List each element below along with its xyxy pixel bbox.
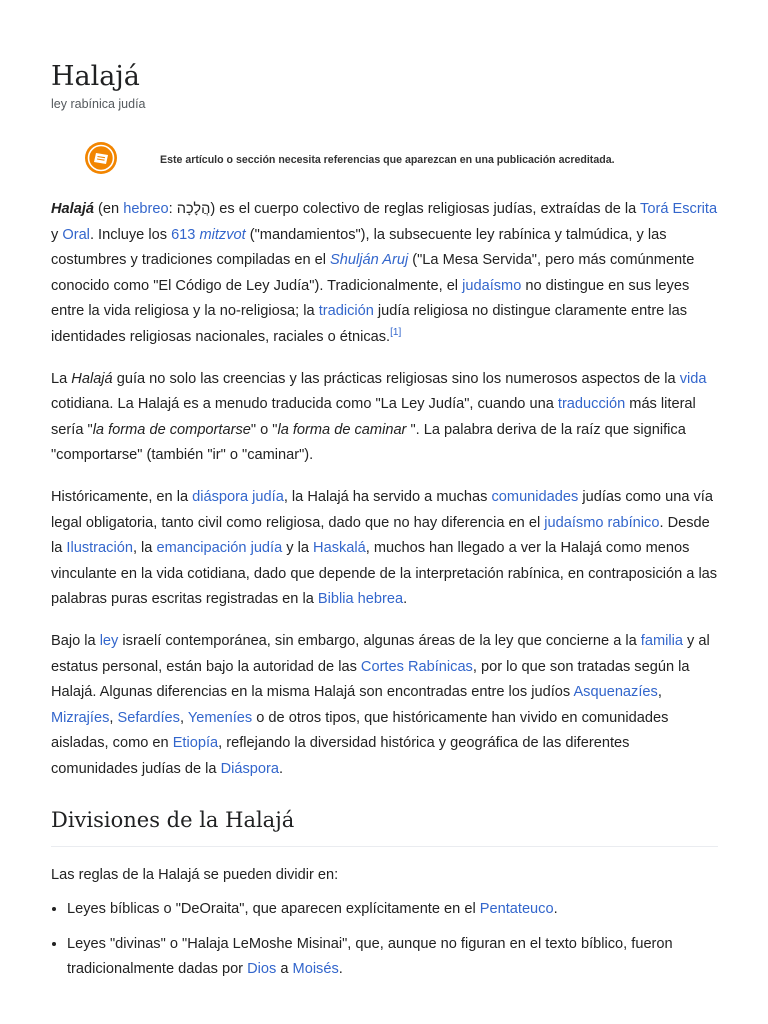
link-pentateuco[interactable]: Pentateuco [479, 901, 554, 918]
text: Leyes bíblicas o "DeOraita", que aparecen explícitamente en el [67, 901, 480, 918]
list-item [67, 897, 718, 923]
text: , muchos han llegado a ver la Halajá como menos vinculante en la vida cotidiana, dado que depende de la interpretación rabínica, en contraposición a las palabras puras escritas registradas en la [51, 540, 718, 608]
page-subtitle: ley rabínica judía [51, 97, 146, 111]
link-shuljan-aruj[interactable] [330, 252, 408, 268]
link-text: Shulján Aruj [330, 252, 409, 269]
text: , por lo que son tratadas según la Halajá. Algunas diferencias en la misma Halajá son encontradas entre los judíos [51, 658, 690, 701]
text: " o " [250, 421, 278, 438]
text: Bajo la [51, 632, 100, 649]
references-notice [51, 126, 718, 186]
link-vida[interactable]: vida [679, 370, 707, 387]
link-judaismo-rabinico[interactable]: judaísmo rabínico [544, 514, 660, 531]
text: , [109, 709, 118, 726]
text: . Desde la [51, 514, 710, 557]
citation-1[interactable]: [1] [390, 326, 402, 338]
link-etiopia[interactable]: Etiopía [172, 735, 219, 752]
text: , la [132, 540, 157, 557]
link-oral[interactable]: Oral [62, 226, 90, 243]
link-sefardies[interactable]: Sefardíes [117, 709, 180, 726]
link-comunidades[interactable]: comunidades [491, 488, 579, 505]
link-biblia-hebrea[interactable]: Biblia hebrea [317, 591, 404, 608]
text: a [276, 961, 293, 978]
text: guía no solo las creencias y las prácticas religiosas sino los numerosos aspectos de la [112, 370, 680, 387]
text: judías como una vía legal obligatoria, tanto civil como religiosa, dado que no hay diferencia en el [51, 488, 713, 531]
paragraph-2 [51, 367, 718, 469]
text: . [278, 760, 284, 777]
link-diaspora-judia[interactable]: diáspora judía [192, 488, 284, 505]
notice-text: Este artículo o sección necesita referencias que aparezcan en una publicación acreditada. [160, 154, 615, 166]
link-emancipacion-judia[interactable]: emancipación judía [156, 540, 283, 557]
text: (en [94, 201, 124, 217]
link-dios[interactable]: Dios [247, 961, 277, 978]
list-item [67, 932, 718, 983]
text: cotidiana. La Halajá es a menudo traducida como "La Ley Judía", cuando una [51, 396, 558, 413]
text: y la [282, 540, 314, 557]
text: la forma de caminar [277, 421, 411, 438]
text: la forma de comportarse [92, 421, 251, 438]
term-halaja: Halajá [51, 201, 94, 217]
text: no distingue en sus leyes entre la vida religiosa y la no-religiosa; la [51, 277, 690, 320]
link-asquenazies[interactable]: Asquenazíes [573, 684, 658, 701]
link-tora-escrita[interactable]: Torá Escrita [640, 201, 718, 217]
link-613-mitzvot[interactable] [171, 227, 246, 243]
link-cortes-rabinicas[interactable]: Cortes Rabínicas [360, 658, 473, 675]
text: más literal sería " [51, 396, 696, 438]
link-traduccion[interactable]: traducción [557, 396, 626, 413]
text: Leyes "divinas" o "Halaja LeMoshe Misinai", que, aunque no figuran en el texto bíblico, fueron tradicionalmente dadas por [67, 935, 673, 978]
text: o de otros tipos, que históricamente han vivido en comunidades aisladas, como en [51, 709, 669, 752]
text: . Incluye los [89, 226, 172, 243]
text: ". La palabra deriva de la raíz que significa "comportarse" (también "ir" o "caminar"). [51, 421, 686, 464]
text: y al estatus personal, están bajo la autoridad de las [51, 632, 710, 675]
page-title: Halajá [51, 61, 140, 92]
link-text: 613 [171, 226, 200, 243]
link-mizrajies[interactable]: Mizrajíes [51, 709, 110, 726]
text: : הֲלָכָה) es el cuerpo colectivo de reglas religiosas judías, extraídas de la [168, 201, 641, 217]
link-ley[interactable]: ley [99, 632, 119, 649]
paragraph-4 [51, 629, 718, 783]
text: . [553, 901, 558, 918]
text: , [657, 684, 662, 701]
text: ("mandamientos"), la subsecuente ley rabínica y talmúdica, y las costumbres y tradiciones compiladas en el [51, 226, 667, 269]
link-judaismo[interactable]: judaísmo [462, 277, 522, 294]
link-diaspora[interactable]: Diáspora [220, 760, 279, 777]
text: y [51, 226, 63, 243]
text: , reflejando la diversidad histórica y geográfica de las diferentes comunidades judías de la [51, 735, 630, 777]
text: . [403, 591, 408, 608]
link-hebreo[interactable]: hebreo [123, 201, 169, 217]
paragraph-1 [51, 197, 718, 351]
text: ("La Mesa Servida", pero más comúnmente conocido como "El Código de Ley Judía"). Tradicionalmente, el [51, 252, 695, 294]
text: Históricamente, en la [51, 488, 193, 505]
divisions-list [51, 897, 718, 983]
text: . [338, 961, 343, 978]
section-heading: Divisiones de la Halajá [51, 806, 718, 847]
link-ilustracion[interactable]: Ilustración [66, 540, 133, 557]
text: Halajá [71, 370, 113, 387]
text: La [51, 370, 72, 387]
text: israelí contemporánea, sin embargo, algunas áreas de la ley que concierne a la [118, 632, 641, 649]
link-haskala[interactable]: Haskalá [313, 540, 366, 557]
notebook-icon [84, 141, 118, 175]
section-intro: Las reglas de la Halajá se pueden dividir en: [51, 867, 339, 884]
link-text: mitzvot [199, 226, 246, 243]
text: , [179, 709, 188, 726]
text: , la Halajá ha servido a muchas [283, 488, 492, 505]
text: judía religiosa no distingue claramente entre las identidades religiosas nacionales, raciales o étnicas. [51, 303, 688, 345]
link-tradicion[interactable]: tradición [318, 303, 374, 320]
link-yemenies[interactable]: Yemeníes [187, 709, 253, 726]
link-moises[interactable]: Moisés [292, 961, 339, 978]
link-familia[interactable]: familia [640, 632, 683, 649]
paragraph-3 [51, 485, 718, 613]
